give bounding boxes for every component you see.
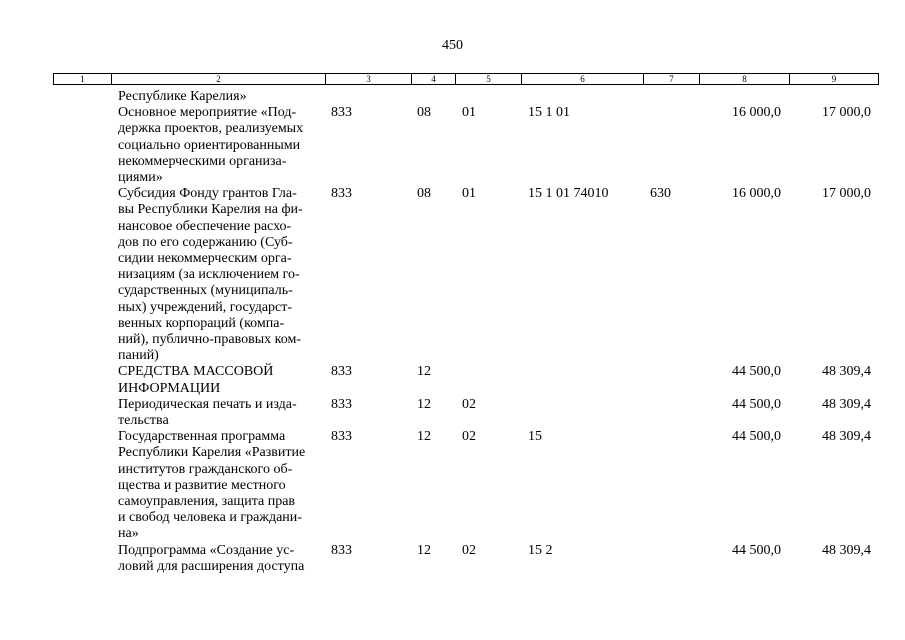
table-row (0, 105, 905, 186)
row-amount-2019: 44 500,0 (732, 542, 781, 558)
page-number: 450 (442, 38, 463, 53)
row-name: Основное мероприятие «Под- держка проектов, реализуемых социально ориентированными некоммерческими организа- циями» (118, 105, 304, 186)
column-header-3: 3 (326, 74, 412, 84)
row-target: 15 2 (528, 542, 553, 558)
row-amount-2020: 48 309,4 (822, 542, 871, 558)
row-amount-2019: 16 000,0 (732, 105, 781, 121)
column-header-6: 6 (522, 74, 644, 84)
row-section: 12 (417, 542, 431, 558)
table-row (0, 186, 905, 364)
row-subsection: 01 (462, 105, 476, 121)
row-section: 12 (417, 396, 431, 412)
row-code: 833 (331, 105, 352, 121)
row-amount-2019: 16 000,0 (732, 186, 781, 202)
row-name: Государственная программа Республики Карелия «Развитие институтов гражданского об- щества и развитие местного самоуправления, защита прав и свобод человека и граждани- на» (118, 429, 306, 542)
row-code: 833 (331, 429, 352, 445)
column-header-2: 2 (112, 74, 326, 84)
column-header-7: 7 (644, 74, 700, 84)
row-amount-2020: 48 309,4 (822, 429, 871, 445)
row-code: 833 (331, 542, 352, 558)
table-row (0, 397, 905, 429)
table-row (0, 89, 905, 105)
row-amount-2020: 48 309,4 (822, 364, 871, 380)
row-name: Периодическая печать и изда- тельства (118, 396, 297, 429)
column-header-8: 8 (700, 74, 790, 84)
row-section: 08 (417, 186, 431, 202)
column-header-row (53, 73, 879, 85)
row-name: Подпрограмма «Создание ус- ловий для расширения доступа (118, 542, 305, 574)
row-amount-2020: 48 309,4 (822, 396, 871, 412)
row-name: Субсидия Фонду грантов Гла- вы Республики Карелия на фи- нансовое обеспечение расхо- дов по его содержанию (Суб- сидии некоммерческим орга- низациям (за исключением го- сударственных (муниципаль- ных) учреждений, государст- венных корпораций (компа- ний), публично-правовых ком- паний) (118, 186, 303, 364)
row-subsection: 02 (462, 542, 476, 558)
row-section: 12 (417, 364, 431, 380)
row-amount-2020: 17 000,0 (822, 105, 871, 121)
row-target: 15 1 01 74010 (528, 186, 609, 202)
column-header-1: 1 (54, 74, 112, 84)
row-section: 12 (417, 429, 431, 445)
row-code: 833 (331, 396, 352, 412)
row-subsection: 02 (462, 429, 476, 445)
row-amount-2019: 44 500,0 (732, 364, 781, 380)
row-amount-2019: 44 500,0 (732, 429, 781, 445)
row-target: 15 1 01 (528, 105, 570, 121)
column-header-9: 9 (831, 74, 837, 84)
row-code: 833 (331, 186, 352, 202)
row-subsection: 01 (462, 186, 476, 202)
row-expense-type: 630 (650, 186, 671, 202)
row-amount-2019: 44 500,0 (732, 396, 781, 412)
row-name: Республике Карелия» (118, 89, 247, 104)
table-row (0, 543, 905, 575)
row-section: 08 (417, 105, 431, 121)
row-amount-2020: 17 000,0 (822, 186, 871, 202)
row-code: 833 (331, 364, 352, 380)
column-header-4: 4 (412, 74, 456, 84)
budget-table (0, 89, 905, 575)
row-name: СРЕДСТВА МАССОВОЙ ИНФОРМАЦИИ (118, 364, 274, 396)
table-row (0, 364, 905, 396)
row-subsection: 02 (462, 396, 476, 412)
row-target: 15 (528, 429, 542, 445)
column-header-5: 5 (456, 74, 522, 84)
table-row (0, 429, 905, 542)
